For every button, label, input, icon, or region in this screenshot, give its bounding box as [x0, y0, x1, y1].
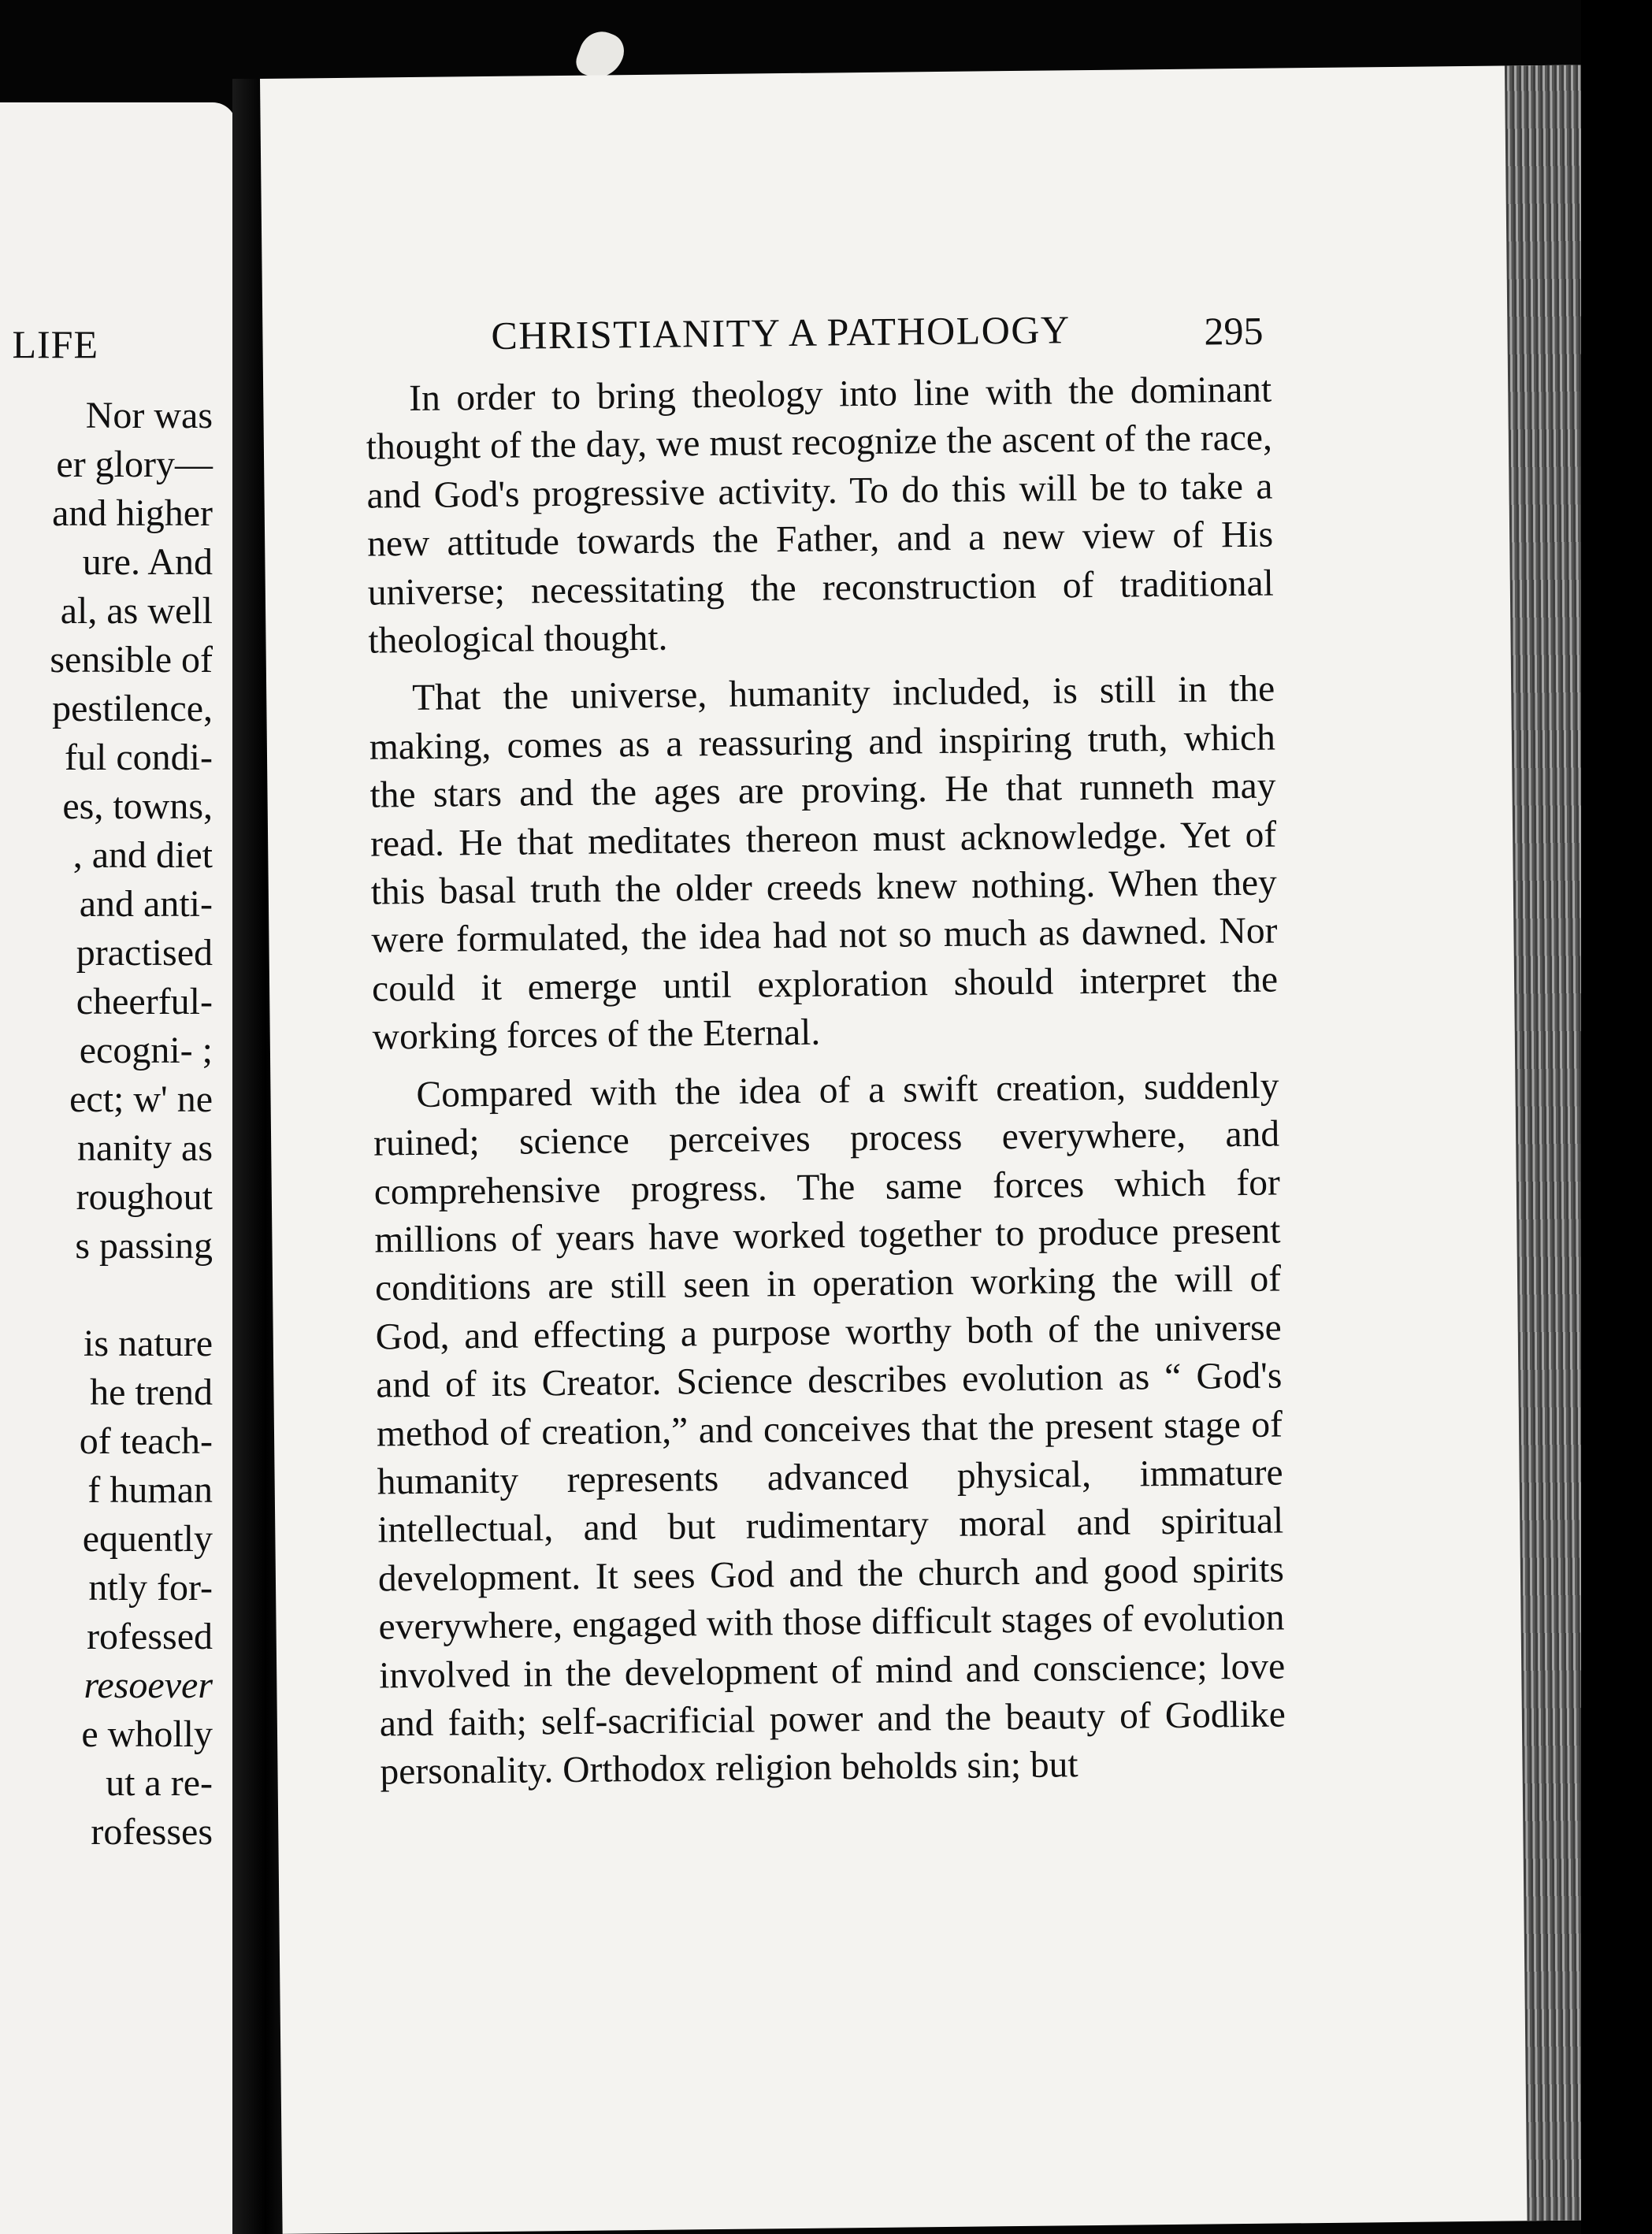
previous-page-line: is nature — [84, 1323, 213, 1364]
previous-page-line: and anti- — [79, 883, 213, 925]
previous-page-line: ecogni- ; — [79, 1030, 213, 1071]
previous-page-line: al, as well — [60, 590, 213, 632]
previous-page-fragment — [0, 102, 236, 2234]
previous-page-running-head: LIFE — [12, 322, 98, 366]
previous-page-line: f human — [87, 1469, 213, 1511]
previous-page-line: nanity as — [77, 1127, 213, 1169]
previous-page-line: cheerful- — [76, 981, 213, 1022]
page-number: 295 — [1204, 308, 1264, 354]
previous-page-line: er glory— — [56, 443, 213, 485]
previous-page-line: rofessed — [87, 1616, 213, 1657]
previous-page-line: of teach- — [79, 1420, 213, 1462]
previous-page-line: equently — [82, 1518, 213, 1560]
previous-page-line: ntly for- — [88, 1567, 213, 1609]
book-page — [260, 65, 1622, 2234]
paragraph-3: Compared with the idea of a swift creation, suddenly ruined; science perceives process everywhere, and comprehensive progress. The same forces which for millions of years have worked together to produce present conditions are still seen in operation working the will of God, and effecting a purpose worthy both of the universe and of its Creator. Science describes evolution as “ God's method of creation,” and conceives that the present stage of humanity represents advanced physical, immature intellectual, and but rudimentary moral and spiritual development. It sees God and the church and good spirits everywhere, engaged with those difficult stages of evolution involved in the development of mind and conscience; love and faith; self-sacrificial power and the beauty of Godlike personality. Orthodox religion beholds sin; but — [373, 1065, 1286, 1793]
previous-page-line: ful condi- — [65, 737, 213, 778]
previous-page-line: rofesses — [91, 1811, 213, 1853]
body-text — [366, 366, 1286, 1807]
previous-page-line: and higher — [52, 492, 213, 534]
previous-page-line: resoever — [84, 1664, 213, 1706]
running-head: CHRISTIANITY A PATHOLOGY — [491, 307, 1071, 358]
previous-page-line: ut a re- — [106, 1762, 213, 1804]
paragraph-1: In order to bring theology into line with the dominant thought of the day, we must recognize the ascent of the race, and God's progressive activity. To do this will be to take a new attitude towards the Father, and a new view of His universe; necessitating the reconstruction of traditional theological thought. — [366, 369, 1275, 662]
previous-page-line: roughout — [76, 1176, 213, 1218]
previous-page-line: Nor was — [85, 395, 213, 436]
previous-page-line: , and diet — [72, 834, 213, 876]
previous-page-line: e wholly — [81, 1713, 213, 1755]
previous-page-line: ure. And — [82, 541, 213, 583]
scan-border — [1581, 0, 1652, 2234]
previous-page-line: he trend — [90, 1371, 213, 1413]
previous-page-line: s passing — [75, 1225, 213, 1267]
previous-page-line: practised — [76, 932, 213, 974]
previous-page-line: pestilence, — [52, 688, 213, 729]
paragraph-2: That the universe, humanity included, is still in the making, comes as a reassuring and inspiring truth, which the stars and the ages are proving. He that runneth may read. He that meditates thereon must acknowledge. Yet of this basal truth the older creeds knew nothing. When they were formulated, the idea had not so much as dawned. Nor could it emerge until exploration should interpret the working forces of the Eternal. — [369, 668, 1279, 1058]
previous-page-line: es, towns, — [62, 785, 213, 827]
previous-page-line: sensible of — [50, 639, 213, 681]
previous-page-line: ect; w' ne — [69, 1078, 213, 1120]
